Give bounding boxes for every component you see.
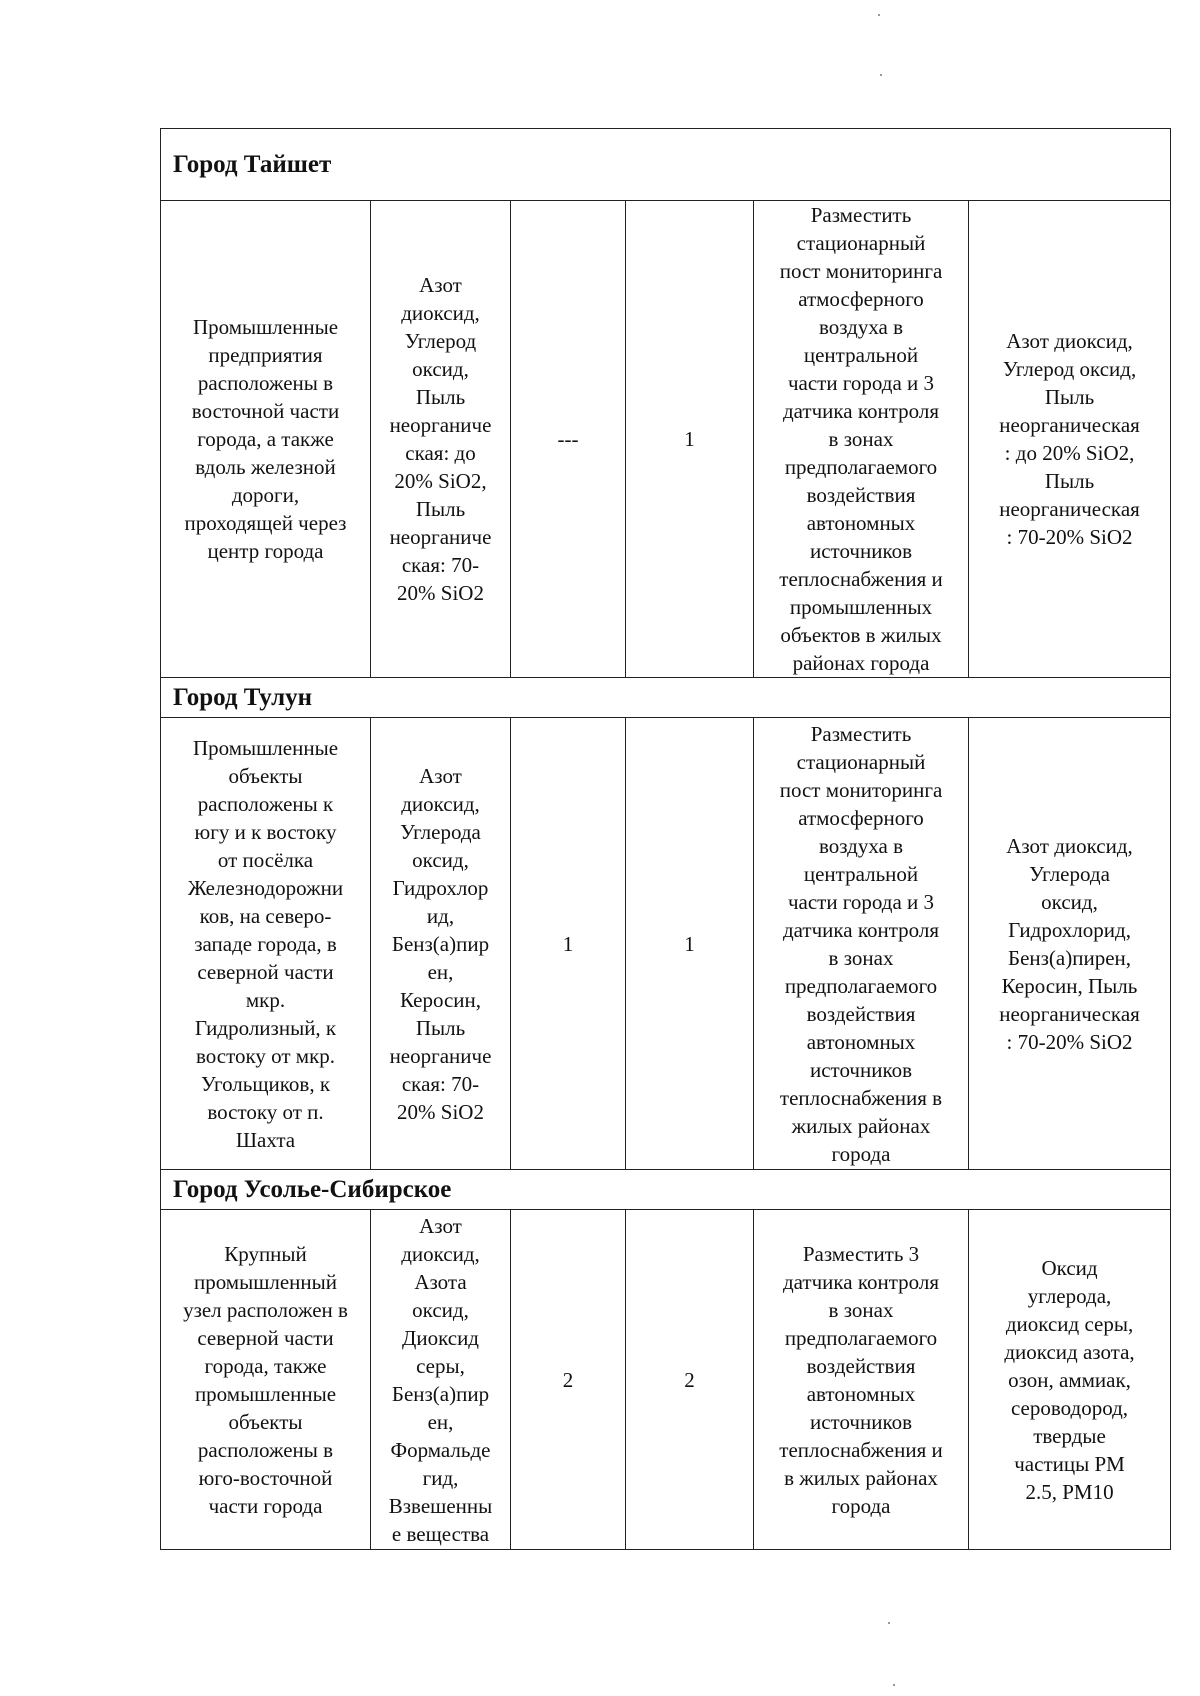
pollutants-cell: Азот диоксид, Азота оксид, Диоксид серы, Бенз(а)пир ен, Формальде гид, Взвешенны е вещества	[371, 1210, 511, 1550]
monitored-substances-cell: Азот диоксид, Углерода оксид, Гидрохлорид, Бенз(а)пирен, Керосин, Пыль неорганическая : 70-20% SiO2	[969, 718, 1171, 1170]
count-cell: 1	[511, 718, 626, 1170]
table-row	[161, 1210, 1171, 1550]
city-title-taishet: Город Тайшет	[161, 129, 1171, 201]
scan-speck	[880, 74, 882, 76]
pollutants-cell: Азот диоксид, Углерода оксид, Гидрохлор ид, Бенз(а)пир ен, Керосин, Пыль неорганиче ская: 70- 20% SiO2	[371, 718, 511, 1170]
table-row	[161, 201, 1171, 678]
monitored-substances-cell: Азот диоксид, Углерод оксид, Пыль неорганическая : до 20% SiO2, Пыль неорганическая : 70-20% SiO2	[969, 201, 1171, 678]
pollutants-cell: Азот диоксид, Углерод оксид, Пыль неорганиче ская: до 20% SiO2, Пыль неорганиче ская: 70- 20% SiO2	[371, 201, 511, 678]
count-cell: 2	[511, 1210, 626, 1550]
section-header-row	[161, 1170, 1171, 1210]
count-cell: 2	[626, 1210, 754, 1550]
recommendation-cell: Разместить стационарный пост мониторинга атмосферного воздуха в центральной части города и 3 датчика контроля в зонах предполагаемого воздействия автономных источников теплоснабжения в жилых районах города	[754, 718, 969, 1170]
industry-location-cell: Крупный промышленный узел расположен в северной части города, также промышленные объекты расположены в юго-восточной части города	[161, 1210, 371, 1550]
monitored-substances-cell: Оксид углерода, диоксид серы, диоксид азота, озон, аммиак, сероводород, твердые частицы PM 2.5, PM10	[969, 1210, 1171, 1550]
scan-speck	[893, 1684, 895, 1686]
recommendation-cell: Разместить 3 датчика контроля в зонах предполагаемого воздействия автономных источников теплоснабжения и в жилых районах города	[754, 1210, 969, 1550]
recommendation-cell: Разместить стационарный пост мониторинга атмосферного воздуха в центральной части города и 3 датчика контроля в зонах предполагаемого воздействия автономных источников теплоснабжения и промышленных объектов в жилых районах города	[754, 201, 969, 678]
section-header-row	[161, 678, 1171, 718]
section-header-row	[161, 129, 1171, 201]
count-cell: ---	[511, 201, 626, 678]
city-title-tulun: Город Тулун	[161, 678, 1171, 718]
scan-speck	[878, 14, 880, 16]
count-cell: 1	[626, 718, 754, 1170]
industry-location-cell: Промышленные предприятия расположены в восточной части города, а также вдоль железной дороги, проходящей через центр города	[161, 201, 371, 678]
industry-location-cell: Промышленные объекты расположены к югу и к востоку от посёлка Железнодорожни ков, на северо- западе города, в северной части мкр. Гидролизный, к востоку от мкр. Угольщиков, к востоку от п. Шахта	[161, 718, 371, 1170]
city-title-usolye: Город Усолье-Сибирское	[161, 1170, 1171, 1210]
scan-speck	[888, 1622, 890, 1624]
table-row	[161, 718, 1171, 1170]
monitoring-table	[160, 128, 1171, 1550]
count-cell: 1	[626, 201, 754, 678]
